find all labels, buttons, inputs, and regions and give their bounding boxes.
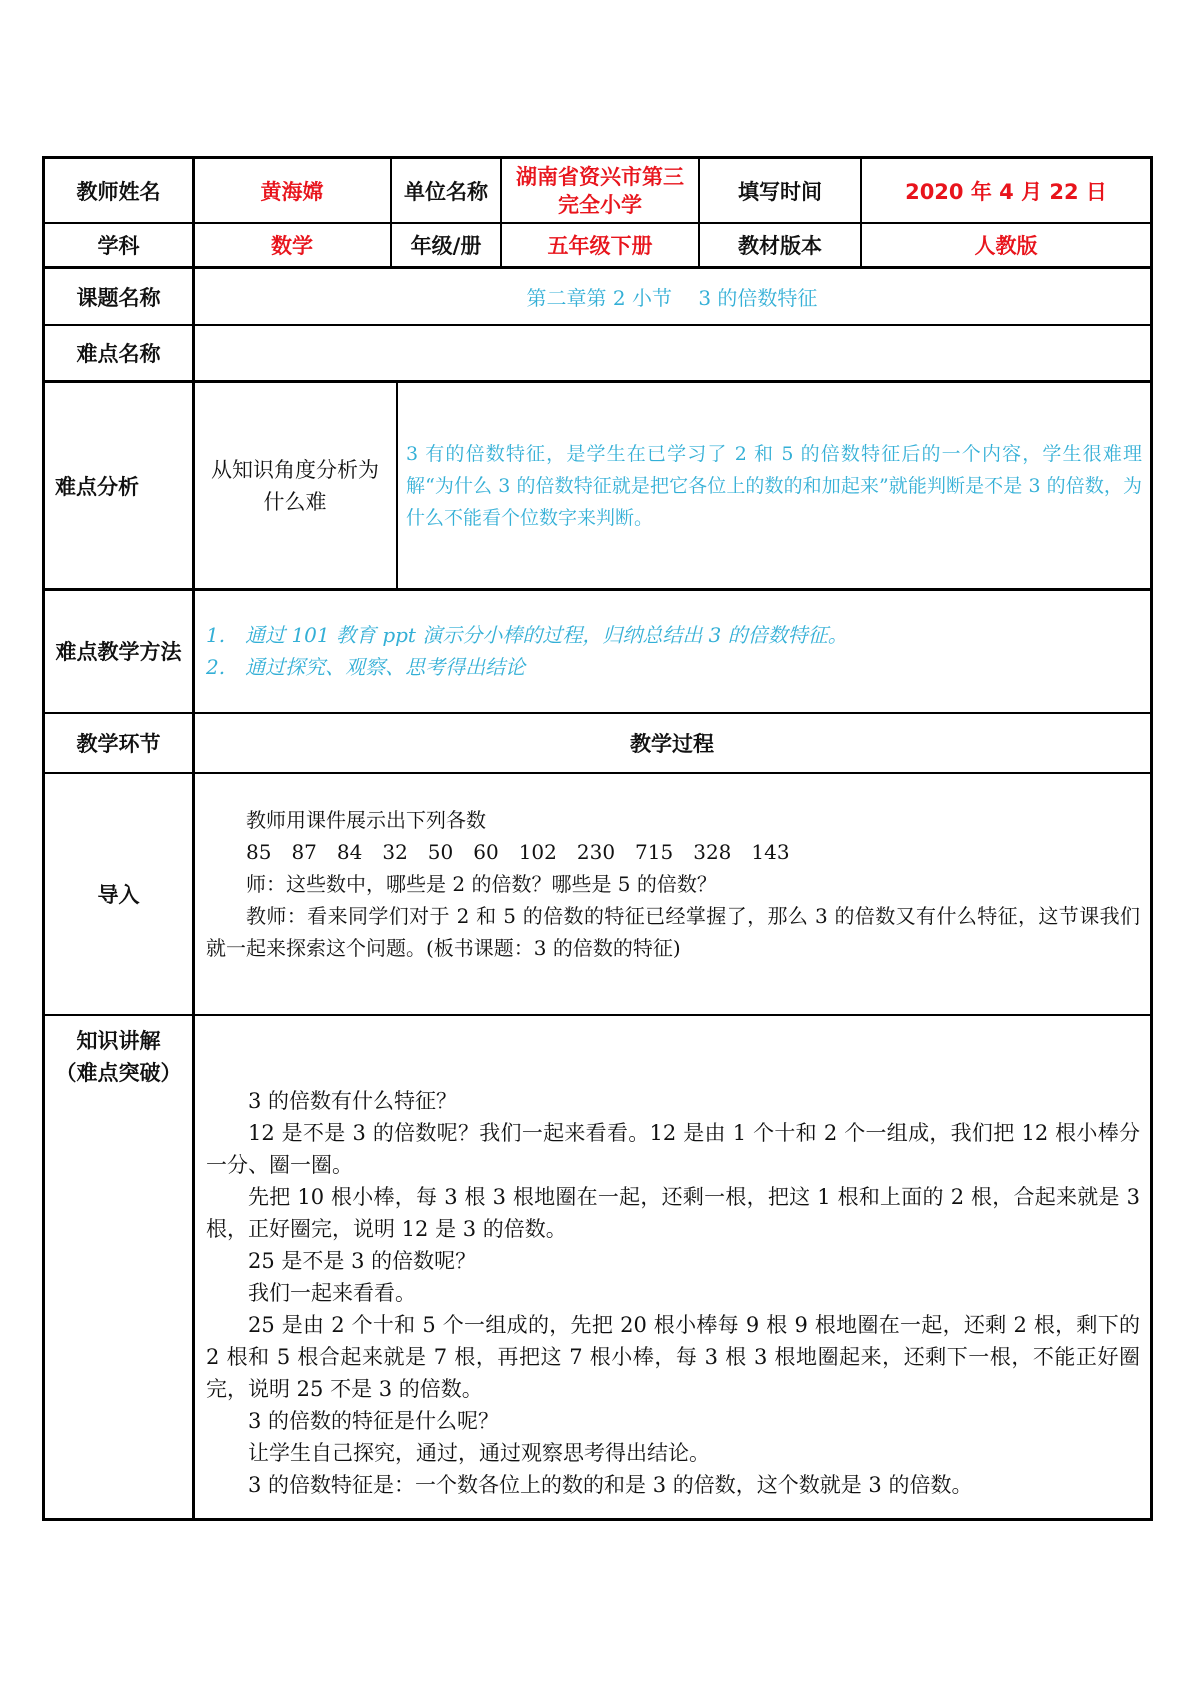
explain-paragraph: 12 是不是 3 的倍数呢？我们一起来看看。12 是由 1 个十和 2 个一组成，我们把 12 根小棒分一分、圈一圈。 [206, 1121, 1140, 1177]
intro-label: 导入 [97, 883, 140, 907]
method-item: 1. 通过 101 教育 ppt 演示分小棒的过程，归纳总结出 3 的倍数特征。 [206, 623, 848, 647]
method-list [194, 590, 1150, 712]
teacher-label: 教师姓名 [76, 179, 161, 204]
method-item: 2. 通过探究、观察、思考得出结论 [206, 655, 526, 679]
explain-paragraph: 我们一起来看看。 [248, 1281, 416, 1305]
grade-value: 五年级下册 [547, 234, 653, 258]
table-border-bottom [42, 1518, 1153, 1521]
analysis-sublabel [194, 383, 396, 588]
subject-value: 数学 [271, 234, 313, 258]
unit-label: 单位名称 [404, 179, 488, 204]
analysis-text [398, 383, 1150, 588]
unit-value-line2: 完全小学 [558, 192, 642, 217]
topic-value: 第二章第 2 小节 3 的倍数特征 [526, 286, 818, 310]
grade-label: 年级/册 [410, 234, 482, 258]
unit-value-line1: 湖南省资兴市第三 [516, 164, 684, 189]
date-label: 填写时间 [738, 179, 822, 204]
analysis-sublabel-line1: 从知识角度分析为 [211, 457, 379, 482]
explain-paragraph: 3 的倍数的特征是什么呢？ [248, 1409, 500, 1433]
date-value: 2020 年 4 月 22 日 [905, 179, 1107, 204]
topic-label: 课题名称 [76, 285, 161, 310]
row-divider [42, 1014, 1153, 1016]
intro-numbers: 85 87 84 32 50 60 102 230 715 328 143 [246, 840, 790, 864]
stage-label: 教学环节 [76, 732, 161, 756]
explain-paragraph: 25 是由 2 个十和 5 个一组成的，先把 20 根小棒每 9 根 9 根地圈在一起，还剩 2 根，剩下的 2 根和 5 根合起来就是 7 根，再把这 7 根小棒，每 3 根 3 根地圈起来，还剩下一根，不能正好圈完，说明 25 不是 3 的倍数。 [206, 1313, 1140, 1401]
edition-value: 人教版 [974, 234, 1038, 258]
explain-paragraph: 让学生自己探究，通过，通过观察思考得出结论。 [248, 1441, 710, 1465]
intro-line: 师：这些数中，哪些是 2 的倍数？哪些是 5 的倍数？ [246, 872, 717, 896]
analysis-sublabel-line2: 什么难 [263, 489, 327, 514]
analysis-label: 难点分析 [55, 474, 139, 499]
explain-content [194, 1017, 1150, 1517]
difficulty-value [194, 326, 1150, 380]
explain-label-line2: （难点突破） [55, 1061, 182, 1085]
unit-value [502, 159, 698, 222]
subject-label: 学科 [97, 234, 140, 258]
explain-paragraph: 25 是不是 3 的倍数呢？ [248, 1249, 477, 1273]
explain-paragraph: 3 的倍数有什么特征？ [248, 1089, 458, 1113]
method-label: 难点教学方法 [55, 640, 182, 664]
intro-content [194, 774, 1150, 1014]
process-label: 教学过程 [630, 732, 714, 756]
explain-paragraph: 先把 10 根小棒，每 3 根 3 根地圈在一起，还剩一根，把这 1 根和上面的 2 根，合起来就是 3 根，正好圈完，说明 12 是 3 的倍数。 [206, 1185, 1140, 1241]
intro-line: 教师用课件展示出下列各数 [246, 808, 486, 832]
explain-label-line1: 知识讲解 [76, 1029, 161, 1053]
intro-line: 教师：看来同学们对于 2 和 5 的倍数的特征已经掌握了，那么 3 的倍数又有什么特征，这节课我们就一起来探索这个问题。(板书课题：3 的倍数的特征) [206, 904, 1140, 960]
edition-label: 教材版本 [738, 234, 822, 258]
analysis-paragraph: 3 有的倍数特征，是学生在已学习了 2 和 5 的倍数特征后的一个内容，学生很难理解“为什么 3 的倍数特征就是把它各位上的数的和加起来”就能判断是不是 3 的倍数，为什么不能看个位数字来判断。 [406, 442, 1142, 529]
table-border-right [1150, 156, 1153, 1521]
difficulty-label: 难点名称 [76, 342, 161, 366]
explain-label [45, 1017, 192, 1517]
teacher-value: 黄海嫦 [260, 179, 324, 204]
explain-paragraph: 3 的倍数特征是：一个数各位上的数的和是 3 的倍数，这个数就是 3 的倍数。 [248, 1473, 973, 1497]
